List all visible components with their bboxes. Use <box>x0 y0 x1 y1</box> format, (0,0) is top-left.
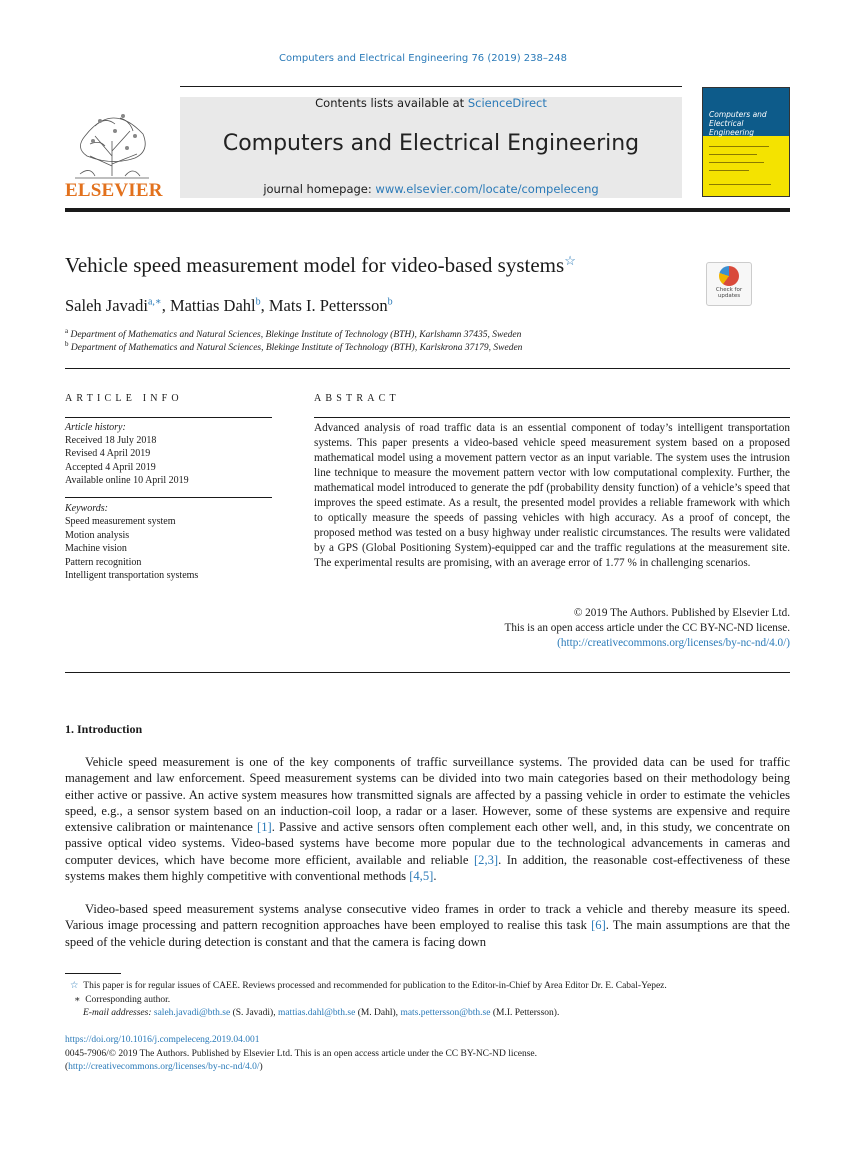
email-link[interactable]: saleh.javadi@bth.se <box>153 1008 231 1018</box>
citation-link[interactable]: [1] <box>257 820 272 835</box>
keywords-label: Keywords: <box>65 503 108 514</box>
keyword: Machine vision <box>65 543 127 554</box>
keyword: Speed measurement system <box>65 516 176 527</box>
abstract-divider <box>65 672 790 673</box>
cover-title: Computers and Electrical Engineering <box>709 110 767 137</box>
abstract-text: Advanced analysis of road traffic data is an essential component of today’s intelligent transportation systems. This paper presents a video-based vehicle speed measurement system based on a proposed mathematical model using a movement pattern vector as an input variable. The system uses the intrusion line technique to measure the movement pattern vector with low computational complexity. Further, the mathematical model introduced to generate the pdf (probability density function) of a vehicle’s speed that improves the speed estimate. As a result, the presented model provides a reliable framework with which to optically measure the speeds of passing vehicles with high accuracy. As a proof of concept, the proposed method was tested on a busy highway under realistic circumstances. The results were validated by a GPS (Global Positioning System)-equipped car and the traffic regulations at the measurement site. The experimental results are promising, with an average error of 1.77 % in challenging scenarios. <box>314 422 790 569</box>
email-link[interactable]: mats.pettersson@bth.se <box>400 1008 491 1018</box>
check-for-updates-badge[interactable]: Check for updates <box>706 262 752 306</box>
cover-decoration <box>709 162 764 163</box>
affiliation-a: $^a$ Department of Mathematics and Natural Sciences, Blekinge Institute of Technology (BTH), Karlshamn 37435, Sweden <box>65 327 522 341</box>
footer-license-link[interactable]: http://creativecommons.org/licenses/by-nc-nd/4.0/ <box>68 1062 260 1072</box>
abstract-rule <box>314 417 790 418</box>
keywords-rule <box>65 497 272 498</box>
sciencedirect-link[interactable]: ScienceDirect <box>467 96 547 110</box>
article-title: Vehicle speed measurement model for video-based systems☆ <box>65 253 576 277</box>
footer-license-line: (http://creativecommons.org/licenses/by-nc-nd/4.0/) <box>65 1062 263 1072</box>
homepage-prefix: journal homepage: <box>263 182 376 196</box>
check-updates-icon <box>719 266 739 286</box>
email-link[interactable]: mattias.dahl@bth.se <box>277 1008 356 1018</box>
keyword: Pattern recognition <box>65 557 142 568</box>
cover-decoration <box>709 170 749 171</box>
license-link[interactable]: http://creativecommons.org/licenses/by-nc-nd/4.0/ <box>560 637 787 649</box>
affiliation-b: $^b$ Department of Mathematics and Natural Sciences, Blekinge Institute of Technology (BTH), Karlskrona 37179, Sweden <box>65 340 523 354</box>
author-affiliation-mark[interactable]: a,∗ <box>147 296 162 308</box>
affiliation-divider <box>65 368 790 369</box>
homepage-link[interactable]: www.elsevier.com/locate/compeleceng <box>375 182 599 196</box>
author-affiliation-mark[interactable]: b <box>387 296 393 308</box>
citation-link[interactable]: [2,3] <box>473 852 499 867</box>
keyword: Motion analysis <box>65 530 130 541</box>
journal-cover-image[interactable] <box>702 87 790 197</box>
author-name[interactable]: Mats I. Pettersson <box>268 296 388 315</box>
author-list: Saleh Javadi$^{a,∗}$, Mattias Dahl$^b$, Mats I. Pettersson$^b$ <box>65 296 393 315</box>
header-top-divider <box>180 86 682 87</box>
issn-line: 0045-7906/© 2019 The Authors. Published by Elsevier Ltd. This is an open access article under the CC BY-NC-ND license. <box>65 1049 538 1059</box>
footnote-star: ☆ This paper is for regular issues of CAEE. Reviews processed and recommended for publication to the Editor-in-Chief by Area Editor Dr. E. Cabal-Yepez. <box>70 981 667 991</box>
cover-decoration <box>709 184 771 185</box>
elsevier-wordmark[interactable]: ELSEVIER <box>65 180 163 201</box>
article-info-rule <box>65 417 272 418</box>
cover-decoration <box>709 154 757 155</box>
author-affiliation-mark[interactable]: b <box>255 296 261 308</box>
title-footnote-mark[interactable]: ☆ <box>564 253 576 268</box>
footnote-rule <box>65 973 121 974</box>
abstract-copyright: © 2019 The Authors. Published by Elsevier Ltd. <box>573 607 790 619</box>
homepage-line <box>180 182 682 196</box>
history-item: Revised 4 April 2019 <box>65 448 151 459</box>
intro-paragraph-1: Vehicle speed measurement is one of the key components of traffic surveillance systems. The provided data can be used for traffic management and law enforcement. Speed measurement systems can be divided into two main categories based on their methodology being either active or passive. An active system measures how transmitted signals are affected by a passing vehicle in order to estimate the vehicles speed, e.g., a sensor system based on an induction-coil loop, a radar or a laser. However, some of these systems are expensive and require extensive calibration or maintenance [1]. Passive and active sensors often complement each other well, and, in this study, we concentrate on passive optical video systems. Video-based systems have become more popular due to the technological advancements in cameras and computer devices, which have become more efficient, available and reliable [2,3]. In addition, the reasonable cost-effectiveness of these systems makes them highly competitive with conventional methods [4,5]. <box>65 755 790 884</box>
section-heading: 1. Introduction <box>65 722 143 736</box>
footnote-corresponding: ∗ Corresponding author. <box>74 995 171 1005</box>
history-label: Article history: <box>65 422 126 433</box>
intro-paragraph-2: Video-based speed measurement systems analyse consecutive video frames in order to track a vehicle and thereby measure its speed. Various image processing and pattern recognition approaches have been employed to realise this task [6]. The main assumptions are that the speed of the vehicle during detection is constant and that the camera is facing down <box>65 902 790 949</box>
keyword: Intelligent transportation systems <box>65 570 199 581</box>
footnote-emails: E-mail addresses: saleh.javadi@bth.se (S. Javadi), mattias.dahl@bth.se (M. Dahl), mats.pettersson@bth.se (M.I. Pettersson). <box>83 1008 560 1018</box>
doi-link[interactable]: https://doi.org/10.1016/j.compeleceng.2019.04.001 <box>65 1035 260 1045</box>
journal-title: Computers and Electrical Engineering <box>222 131 640 156</box>
abstract-license-link-line: (http://creativecommons.org/licenses/by-nc-nd/4.0/) <box>557 637 790 649</box>
abstract-license: This is an open access article under the CC BY-NC-ND license. <box>504 622 790 634</box>
history-item: Available online 10 April 2019 <box>65 475 189 486</box>
journal-reference[interactable]: Computers and Electrical Engineering 76 (2019) 238–248 <box>279 53 567 64</box>
citation-link[interactable]: [4,5] <box>409 869 434 884</box>
history-item: Received 18 July 2018 <box>65 435 157 446</box>
contents-prefix: Contents lists available at <box>315 96 468 110</box>
abstract-heading: ABSTRACT <box>314 393 400 404</box>
contents-line <box>180 96 682 110</box>
history-item: Accepted 4 April 2019 <box>65 462 156 473</box>
cover-decoration <box>709 146 769 147</box>
author-name[interactable]: Saleh Javadi <box>65 296 148 315</box>
citation-link[interactable]: [6] <box>591 918 606 933</box>
header-divider <box>65 208 790 212</box>
author-name[interactable]: Mattias Dahl <box>169 296 256 315</box>
article-info-heading: ARTICLE INFO <box>65 393 183 404</box>
